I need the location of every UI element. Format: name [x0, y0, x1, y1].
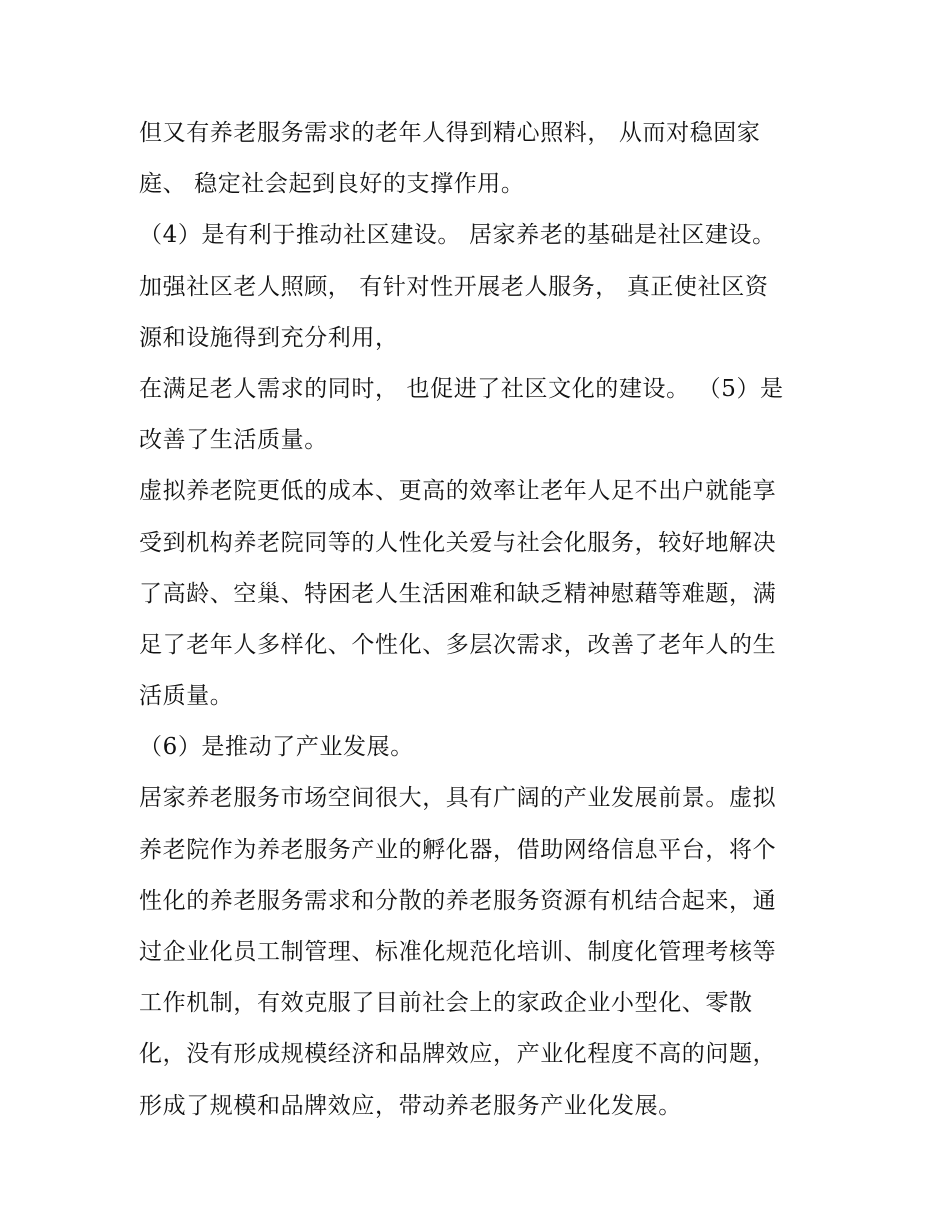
text-line: 庭、 稳定社会起到良好的支撑作用。 [139, 171, 525, 198]
text-line: 改善了生活质量。 [139, 427, 328, 454]
text-line: 足了老年人多样化、个性化、多层次需求，改善了老年人的生 [139, 631, 777, 658]
text-line: 但又有养老服务需求的老年人得到精心照料， 从而对稳固家 [139, 120, 761, 146]
text-line: （6）是推动了产业发展。 [139, 734, 414, 761]
text-line: 在满足老人需求的同时， 也促进了社区文化的建设。 （5）是 [139, 375, 784, 402]
text-line: 化，没有形成规模经济和品牌效应，产业化程度不高的问题， [139, 1041, 777, 1068]
text-line: （4）是有利于推动社区建设。 居家养老的基础是社区建设。 [139, 222, 776, 249]
text-line: 加强社区老人照顾， 有针对性开展老人服务， 真正使社区资 [139, 273, 769, 300]
text-line: 受到机构养老院同等的人性化关爱与社会化服务，较好地解决 [139, 529, 777, 556]
text-line: 形成了规模和品牌效应，带动养老服务产业化发展。 [139, 1092, 682, 1119]
text-line: 了高龄、空巢、特困老人生活困难和缺乏精神慰藉等难题，满 [139, 580, 777, 607]
text-line: 工作机制，有效克服了目前社会上的家政企业小型化、零散 [139, 990, 753, 1017]
text-line: 居家养老服务市场空间很大，具有广阔的产业发展前景。虚拟 [139, 785, 777, 812]
body-text [139, 108, 829, 1132]
text-line: 活质量。 [139, 683, 234, 710]
text-line: 源和设施得到充分利用， [139, 324, 399, 351]
text-line: 过企业化员工制管理、标准化规范化培训、制度化管理考核等 [139, 939, 777, 965]
text-line: 虚拟养老院更低的成本、更高的效率让老年人足不出户就能享 [139, 478, 777, 505]
text-line: 性化的养老服务需求和分散的养老服务资源有机结合起来，通 [139, 887, 777, 914]
text-line: 养老院作为养老服务产业的孵化器，借助网络信息平台，将个 [139, 836, 777, 863]
